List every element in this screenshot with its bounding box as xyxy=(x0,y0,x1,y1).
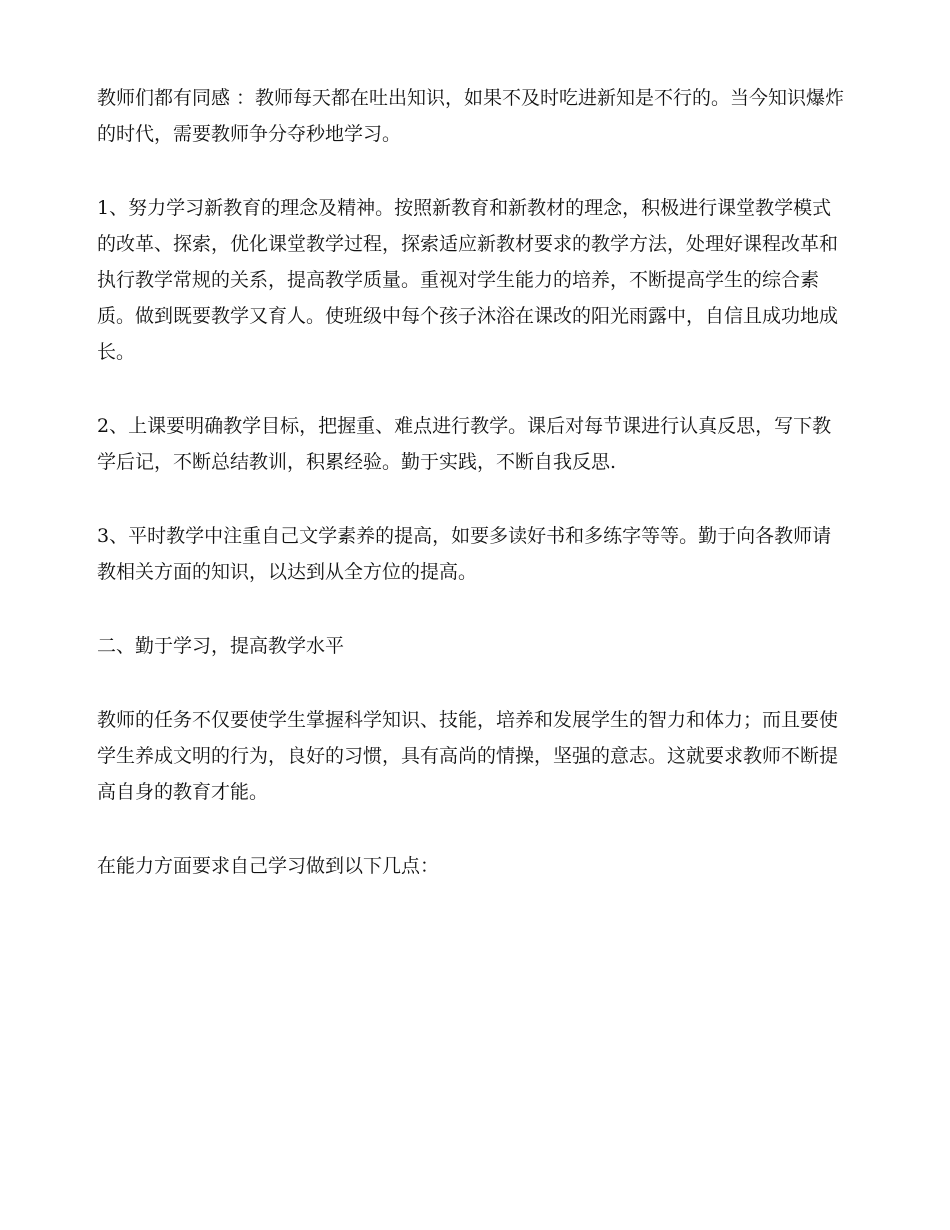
document-body xyxy=(97,80,849,922)
teacher-task-paragraph: 教师的任务不仅要使学生掌握科学知识、技能，培养和发展学生的智力和体力；而且要使学生养成文明的行为，良好的习惯，具有高尚的情操，坚强的意志。这就要求教师不断提高自身的教育才能。 xyxy=(97,709,839,803)
ability-requirements-paragraph: 在能力方面要求自己学习做到以下几点： xyxy=(97,855,440,877)
point-3-paragraph: 3、平时教学中注重自己文学素养的提高，如要多读好书和多练字等等。勤于向各教师请教相关方面的知识，以达到从全方位的提高。 xyxy=(97,525,832,583)
section-heading: 二、勤于学习，提高教学水平 xyxy=(97,635,345,657)
point-1-paragraph: 1、努力学习新教育的理念及精神。按照新教育和新教材的理念，积极进行课堂教学模式的改革、探索，优化课堂教学过程，探索适应新教材要求的教学方法，处理好课程改革和执行教学常规的关系，提高教学质量。重视对学生能力的培养，不断提高学生的综合素质。做到既要教学又育人。使班级中每个孩子沐浴在课改的阳光雨露中，自信且成功地成长。 xyxy=(97,197,839,363)
intro-paragraph: 教师们都有同感 ：教师每天都在吐出知识，如果不及时吃进新知是不行的。当今知识爆炸的时代，需要教师争分夺秒地学习。 xyxy=(97,87,845,145)
point-2-paragraph: 2、上课要明确教学目标，把握重、难点进行教学。课后对每节课进行认真反思，写下教学后记，不断总结教训，积累经验。勤于实践，不断自我反思. xyxy=(97,415,832,473)
